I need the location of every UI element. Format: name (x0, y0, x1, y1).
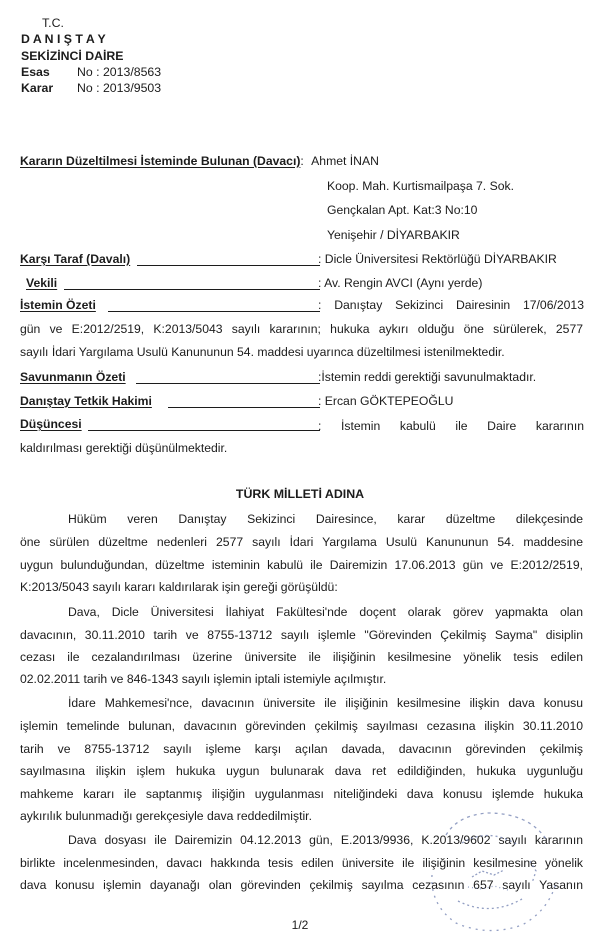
applicant-name: Ahmet İNAN (311, 154, 379, 168)
header-chamber: SEKİZİNCİ DAİRE (21, 49, 124, 63)
decision-line: İdare Mahkemesi'nce, davacının üniversite ile ilişiğinin kesilmesine ilişkin dava konusu (68, 696, 583, 710)
header-tc: T.C. (42, 16, 64, 30)
decision-line: uygun bulunduğundan, düzeltme isteminin kabulü ile Dairemizin 17.06.2013 gün ve E:2012/2519, (20, 558, 583, 572)
decision-line: tarih ve 8755-13712 sayılı işleme karşı açılan davada, davacının görevinden çekilmiş (20, 742, 583, 756)
header-karar (21, 81, 161, 95)
decision-line: Dava, Dicle Üniversitesi İlahiyat Fakültesi'nde doçent olarak görev yapmakta olan (68, 605, 583, 619)
decision-line: cezası ile cezalandırılması üzerine üniversite ile ilişiğinin kesilmesine yönelik tesis edilen (20, 650, 583, 664)
summary-line: : Danıştay Sekizinci Dairesinin 17/06/2013 (318, 298, 584, 312)
decision-line: mahkeme kararı ile saptanmış ilişiğin uygulanması niteliğindeki dava konusu işlemde hukuka (20, 787, 583, 801)
decision-line: davacının, 30.11.2010 tarih ve 8755-13712 sayılı işlemle "Görevinden Çekilmiş Sayma" disiplin (20, 628, 583, 642)
header-court: D A N I Ş T A Y (21, 32, 106, 46)
defense-rule (136, 383, 320, 384)
page-number: 1/2 (291, 918, 309, 932)
decision-title: TÜRK MİLLETİ ADINA (235, 487, 365, 501)
counsel-label: Vekili (26, 276, 58, 290)
counsel-value: : Av. Rengin AVCI (Aynı yerde) (318, 276, 483, 290)
opinion-rule (88, 430, 320, 431)
respondent-value: : Dicle Üniversitesi Rektörlüğü DİYARBAKIR (318, 252, 557, 266)
karar-label: Karar (21, 81, 54, 95)
respondent-label: Karşı Taraf (Davalı) (20, 252, 131, 266)
decision-line: Dava dosyası ile Dairemizin 04.12.2013 gün, E.2013/9936, K.2013/9602 sayılı kararının (68, 833, 583, 847)
decision-line: aykırılık bulunmadığı gerekçesiyle dava reddedilmiştir. (20, 809, 312, 823)
applicant-separator: : (300, 154, 304, 168)
decision-line: sayılmasına ilişkin işlem hukuka uygun bulunarak dava ret edildiğinden, hukuka uygunluğu (20, 764, 583, 778)
address-line: Yenişehir / DİYARBAKIR (327, 228, 460, 242)
decision-line: K:2013/5043 sayılı kararı kaldırılarak işin gereği görüşüldü: (20, 580, 338, 594)
opinion-line: : İstemin kabulü ile Daire kararının (318, 419, 584, 433)
respondent-rule (137, 265, 320, 266)
official-stamp (418, 805, 568, 935)
decision-line: 02.02.2011 tarih ve 846-1343 sayılı işlemin iptali istemiyle açılmıştır. (20, 672, 387, 686)
counsel-rule (64, 289, 320, 290)
summary-label: İstemin Özeti (20, 298, 96, 312)
summary-rule (108, 311, 320, 312)
decision-line: birlikte incelenmesinden, davacı hakkında tesis edilen üniversite ile ilişiğinin kesilmesine yönelik (20, 856, 583, 870)
judge-label: Danıştay Tetkik Hakimi (20, 394, 152, 408)
decision-line: öne sürülen düzeltme nedenleri 2577 sayılı İdari Yargılama Usulü Kanununun 54. maddesine (20, 535, 583, 549)
address-line: Koop. Mah. Kurtismailpaşa 7. Sok. (327, 179, 514, 193)
applicant-row (20, 154, 379, 169)
karar-number: No : 2013/9503 (77, 81, 162, 95)
header-esas (21, 65, 161, 79)
summary-line: gün ve E:2012/2519, K:2013/5043 sayılı kararının; hukuka aykırı olduğu öne sürülerek, 2577 (20, 322, 583, 336)
defense-label: Savunmanın Özeti (20, 370, 126, 384)
defense-value: :İstemin reddi gerektiği savunulmaktadır. (318, 370, 537, 384)
summary-line: sayılı İdari Yargılama Usulü Kanununun 54. maddesi uyarınca düzeltilmesi istenilmektedir. (20, 345, 505, 359)
applicant-label: Kararın Düzeltilmesi İsteminde Bulunan (Davacı) (20, 154, 301, 168)
opinion-line: kaldırılması gerektiği düşünülmektedir. (20, 441, 228, 455)
decision-line: dava konusu işlemin dayanağı olan görevinden çekilmiş sayılma cezasının 657 sayılı Yasanın (20, 878, 583, 892)
esas-number: No : 2013/8563 (77, 65, 162, 79)
judge-rule (168, 407, 320, 408)
opinion-label: Düşüncesi (20, 417, 82, 431)
judge-value: : Ercan GÖKTEPEOĞLU (318, 394, 454, 408)
decision-line: Hüküm veren Danıştay Sekizinci Dairesince, karar düzeltme dilekçesinde (68, 512, 583, 526)
esas-label: Esas (21, 65, 50, 79)
address-line: Gençkalan Apt. Kat:3 No:10 (327, 203, 478, 217)
decision-line: işlemin temelinde bulunan, davacının görevinden çekilmiş sayılması cezasına ilişkin 30.11.2010 (20, 719, 583, 733)
